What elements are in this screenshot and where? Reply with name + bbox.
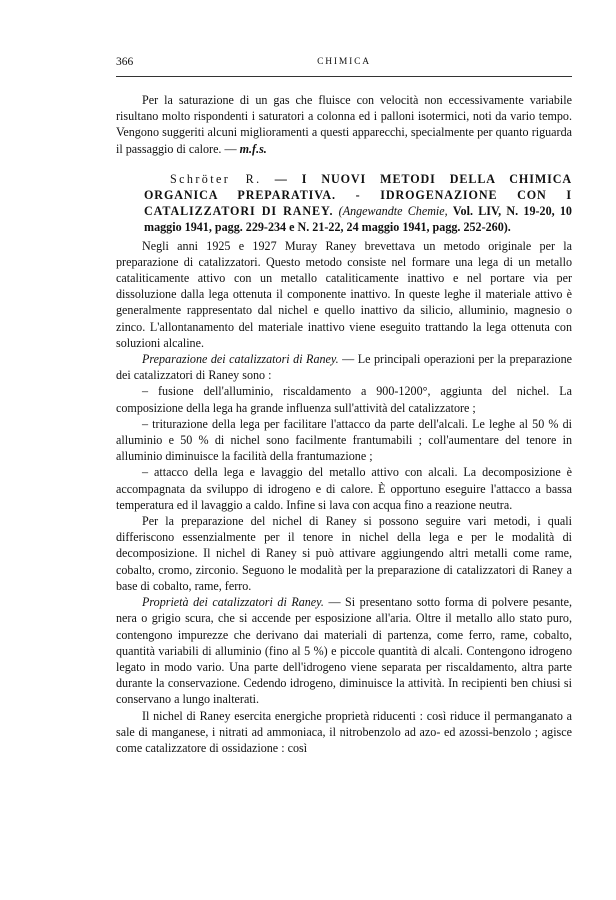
list-item-1: – fusione dell'alluminio, riscaldamento a 900-1200°, aggiunta del nichel. La composizione della lega ha grande influenza sull'attività del catalizzatore ; [116,384,572,415]
list-item-3: – attacco della lega e lavaggio del metallo attivo con alcali. La decomposizione è accompagnata da sviluppo di idrogeno e di calore. È opportuno eseguire l'attacco a bassa temperatura ed il lavaggio a caldo. Infine si lava con acqua fino a reazione neutra. [116,465,572,512]
article-title: — I NUOVI METODI DELLA CHIMICA ORGANICA PREPARATIVA. - IDROGENAZIONE CON I CATALIZZATORI DI RANEY. [144,171,573,219]
paragraph-1: Negli anni 1925 e 1927 Muray Raney brevettava un metodo originale per la preparazione di catalizzatori. Questo metodo consiste nel formare una lega di un metallo cataliticamente attivo con un metallo cataliticamente inattivo e nel portare via per dissoluzione dalla lega ottenuta il componente inattivo. In queste leghe il materiale attivo è generalmente rappresentato dal nichel e quello inattivo da silicio, alluminio, magnesio o zinco. L'allontanamento del materiale inattivo viene eseguito trattando la lega ottenuta con soluzioni alcaline. [116,238,572,350]
paragraph-4-text: — Si presentano sotto forma di polvere pesante, nera o grigio scura, che si accende per esposizione all'aria. Oltre il metallo allo stato puro, contengono impurezze che derivano dai materiali di partenza, come ferro, rame, cobalto, quantità variabili di alluminio (fino al 5 %) e piccole quantità di alcali. Contengono idrogeno legato in modo vario. Una parte dell'idrogeno viene separata per riscaldamento, altra parte durante la conservazione. Cedendo idrogeno, diminuisce la attività. In recipienti ben chiusi si conservano a lungo inalterati. [116,595,573,707]
intro-paragraph [116,92,572,157]
paragraph-4 [116,594,572,707]
article-journal: (Angewandte Chemie, [338,204,448,219]
intro-signature: m.f.s. [239,141,267,156]
paragraph-4-heading: Proprietà dei catalizzatori di Raney. [142,595,324,610]
paragraph-2-heading: Preparazione dei catalizzatori di Raney. [142,352,339,367]
paragraph-5: Il nichel di Raney esercita energiche proprietà riducenti : così riduce il permanganato a sale di manganese, i nitrati ad ammoniaca, il nitrobenzolo ad azo- ed azossi-benzolo ; agisce come catalizzatore di ossidazione : così [116,708,572,755]
paragraph-2-text: — Le principali operazioni per la preparazione dei catalizzatori di Raney sono : [116,352,572,383]
page-body [116,92,572,756]
article-author: Schröter R. [170,171,262,186]
page-header [116,56,572,72]
paragraph-2 [116,351,572,383]
article-heading [116,171,572,236]
section-gap [116,157,572,171]
article-citation: Vol. LIV, N. 19-20, 10 maggio 1941, pagg. 229-234 e N. 21-22, 24 maggio 1941, pagg. 252-260). [144,204,572,235]
paragraph-3: Per la preparazione del nichel di Raney si possono seguire vari metodi, i quali differiscono essenzialmente per il tenore in nichel della lega e per le modalità di decomposizione. Il nichel di Raney si può attivare aggiungendo altri metalli come rame, cobalto, cromo, zirconio. Seguono le modalità per la preparazione di catalizzatori di Raney a base di cobalto, rame, ferro. [116,514,572,593]
intro-text: Per la saturazione di un gas che fluisce con velocità non eccessivamente variabile risultano molto rispondenti i saturatori a colonna ed i palloni isotermici, noti da vario tempo. Vengono suggeriti alcuni miglioramenti a questi apparecchi, specialmente per quanto riguarda il passaggio di calore. — [116,93,572,156]
page-number: 366 [116,56,134,68]
header-rule [116,76,572,77]
list-item-2: – triturazione della lega per facilitare l'attacco da parte dell'alcali. Le leghe al 50 % di alluminio e 50 % di nichel sono facilmente frantumabili ; coll'aumentare del tenore in alluminio diminuisce la facilità della frantumazione ; [116,416,572,464]
running-head: CHIMICA [317,57,371,67]
